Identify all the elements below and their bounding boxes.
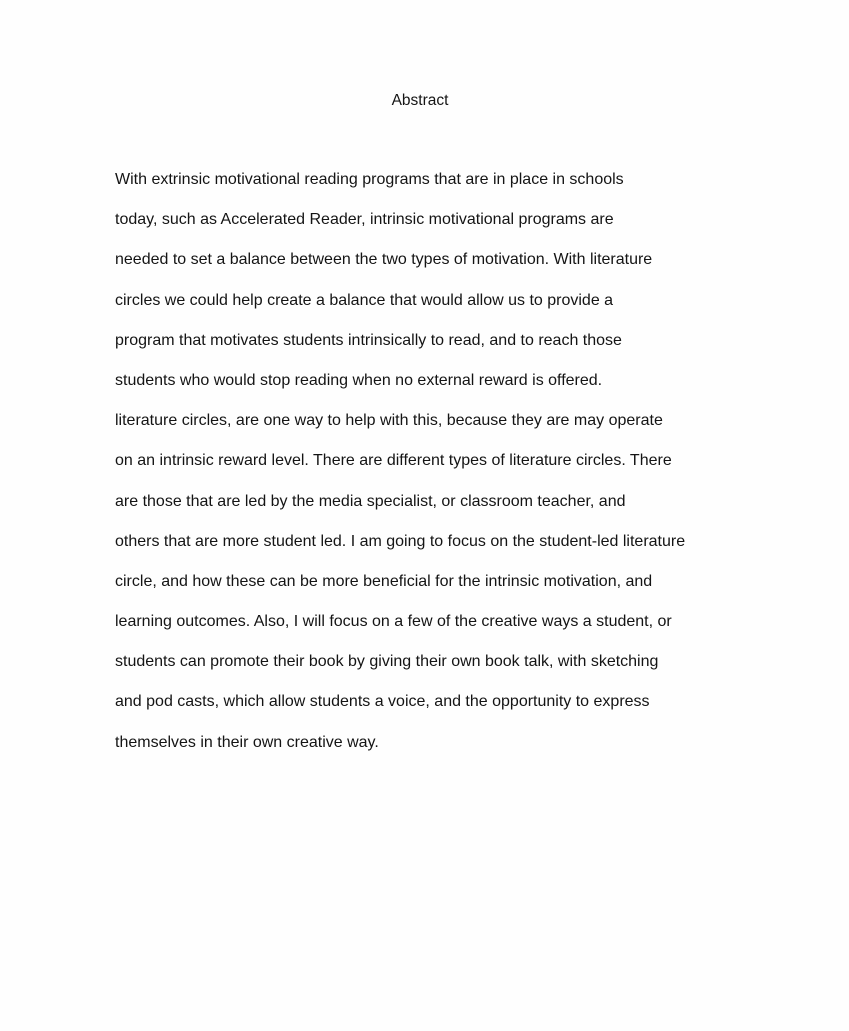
body-line: With extrinsic motivational reading programs that are in place in schools: [115, 171, 624, 188]
page-title: Abstract: [391, 92, 449, 109]
body-line: are those that are led by the media specialist, or classroom teacher, and: [115, 492, 626, 510]
body-line: needed to set a balance between the two types of motivation. With literature: [115, 251, 653, 269]
body-line: on an intrinsic reward level. There are different types of literature circles. There: [115, 452, 672, 470]
body-line: students can promote their book by giving their own book talk, with sketching: [115, 653, 659, 671]
body-line: students who would stop reading when no external reward is offered.: [115, 371, 603, 389]
body-line: literature circles, are one way to help with this, because they are may operate: [115, 412, 663, 430]
body-line: and pod casts, which allow students a voice, and the opportunity to express: [115, 693, 650, 711]
body-line: circle, and how these can be more beneficial for the intrinsic motivation, and: [115, 572, 653, 590]
body-line: program that motivates students intrinsically to read, and to reach those: [115, 331, 622, 349]
body-line: today, such as Accelerated Reader, intrinsic motivational programs are: [115, 211, 614, 229]
abstract-body: [115, 169, 765, 772]
body-line: themselves in their own creative way.: [115, 733, 379, 751]
body-line: circles we could help create a balance that would allow us to provide a: [115, 291, 614, 309]
body-line: others that are more student led. I am going to focus on the student-led literature: [115, 532, 686, 550]
body-line: learning outcomes. Also, I will focus on a few of the creative ways a student, or: [115, 613, 672, 631]
